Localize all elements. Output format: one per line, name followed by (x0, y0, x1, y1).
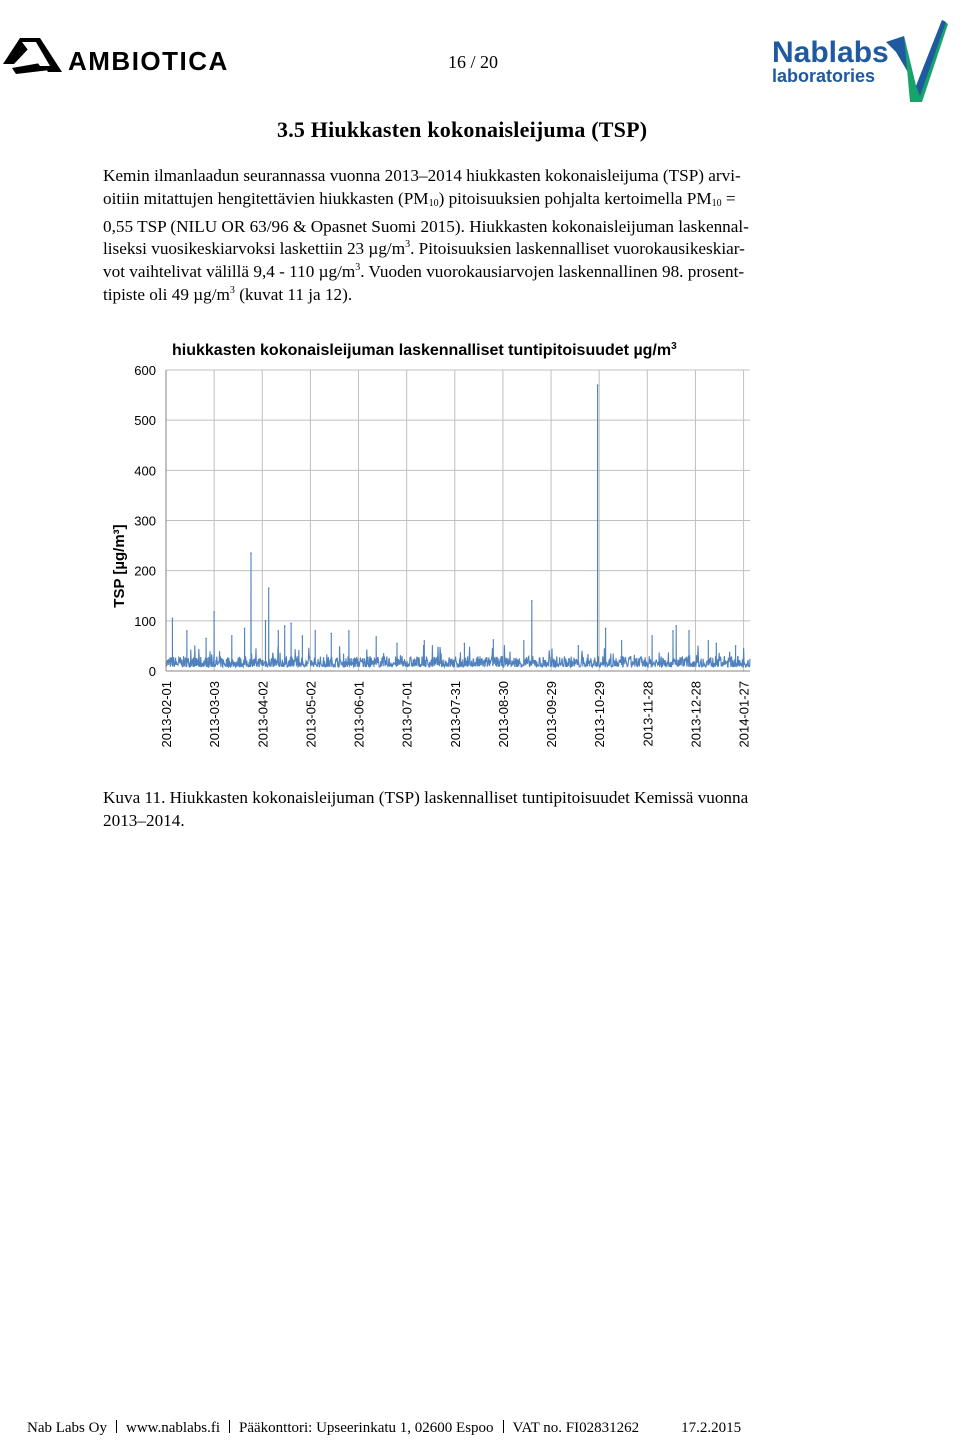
caption-line-1: Kuva 11. Hiukkasten kokonaisleijuman (TSP) laskennalliset tuntipitoisuudet Kemissä vuonna (103, 788, 749, 807)
tsp-peak-point (250, 552, 252, 554)
paragraph-line-6: tipiste oli 49 $\mu g/m^3$ (kuvat 11 ja 12). (103, 284, 353, 304)
tsp-peak-point (396, 643, 398, 645)
footer-separator (503, 1420, 504, 1433)
chart-title: hiukkasten kokonaisleijuman laskennalliset tuntipitoisuudet $\mu g/m^3$ (172, 341, 677, 359)
x-tick-label: 2013-12-28 (688, 681, 704, 748)
tsp-peak-point (186, 630, 188, 632)
tsp-peak-point (205, 638, 207, 640)
footer-separator (116, 1420, 117, 1433)
chart-axes (134, 363, 751, 748)
section-heading: 3.5 Hiukkasten kokonaisleijuma (TSP) (277, 117, 648, 142)
paragraph-line-1: Kemin ilmanlaadun seurannassa vuonna 2013–2014 hiukkasten kokonaisleijuma (TSP) arvi- (103, 166, 741, 185)
nablabs-checkmark-icon (886, 20, 948, 102)
y-tick-label: 0 (148, 664, 156, 679)
y-tick-label: 500 (134, 413, 156, 429)
tsp-peak-point (172, 618, 174, 620)
tsp-peak-point (675, 625, 677, 627)
chart-grid (166, 370, 750, 671)
tsp-peak-point (290, 623, 292, 625)
tsp-peak-point (531, 600, 533, 602)
y-tick-label: 600 (134, 363, 156, 378)
x-tick-label: 2013-10-29 (592, 681, 608, 748)
nablabs-logo-name: Nablabs (772, 36, 889, 69)
page-footer (27, 1420, 947, 1437)
tsp-peak-point (708, 640, 710, 642)
body-paragraph (103, 165, 849, 307)
tsp-peak-point (597, 384, 599, 386)
footer-website[interactable]: www.nablabs.fi (125, 1420, 220, 1436)
tsp-peak-point (278, 630, 280, 632)
x-tick-label: 2013-03-03 (207, 681, 223, 748)
footer-date: 17.2.2015 (681, 1420, 742, 1436)
chart-series-layer (166, 384, 750, 667)
tsp-chart (100, 330, 780, 770)
paragraph-line-5: vot vaihtelivat välillä 9,4 - 110 $\mu g/m^3$. Vuoden vuorokausiarvojen laskennallinen 98. prosent- (103, 262, 745, 282)
x-tick-label: 2013-04-02 (255, 681, 271, 748)
tsp-peak-point (268, 587, 270, 589)
page-header (0, 0, 960, 110)
tsp-peak-point (284, 625, 286, 627)
tsp-chart-svg (100, 330, 780, 770)
caption-line-2: 2013–2014. (103, 811, 185, 830)
nablabs-logo-sub: laboratories (772, 66, 876, 86)
tsp-peak-point (231, 635, 233, 637)
tsp-peak-point (302, 635, 304, 637)
tsp-peak-point (735, 645, 737, 647)
tsp-peak-point (651, 635, 653, 637)
tsp-peak-point (688, 630, 690, 632)
tsp-series-line (166, 385, 750, 667)
tsp-peak-point (331, 633, 333, 635)
ambiotica-logo (0, 30, 260, 80)
footer-vat: VAT no. FI02831262 (512, 1420, 640, 1436)
figure-caption (103, 786, 863, 832)
tsp-peak-point (716, 643, 718, 645)
x-tick-label: 2013-07-31 (447, 681, 463, 748)
ambiotica-emblem-icon (3, 38, 62, 74)
x-tick-label: 2013-02-01 (159, 681, 174, 748)
tsp-peak-point (375, 636, 377, 638)
page-number: 16 / 20 (448, 52, 499, 72)
tsp-peak-point (265, 620, 267, 622)
nablabs-logo (766, 16, 948, 108)
x-tick-label: 2014-01-27 (736, 681, 752, 748)
footer-separator (229, 1420, 230, 1433)
x-tick-label: 2013-06-01 (351, 681, 367, 748)
tsp-peak-point (464, 643, 466, 645)
tsp-peak-point (424, 640, 426, 642)
footer-address: Pääkonttori: Upseerinkatu 1, 02600 Espoo (239, 1420, 494, 1436)
ambiotica-logo-text: AMBIOTICA (68, 46, 229, 76)
x-tick-label: 2013-09-29 (544, 681, 560, 748)
tsp-peak-point (348, 630, 350, 632)
x-tick-label: 2013-05-02 (303, 681, 319, 748)
tsp-peak-point (605, 628, 607, 630)
y-tick-label: 400 (134, 463, 156, 479)
footer-company: Nab Labs Oy (27, 1420, 107, 1436)
x-tick-label: 2013-11-28 (640, 681, 656, 747)
paragraph-line-3: 0,55 TSP (NILU OR 63/96 & Opasnet Suomi 2015). Hiukkasten kokonaisleijuman laskennal- (103, 216, 749, 236)
tsp-peak-point (493, 639, 495, 641)
paragraph-line-4: liseksi vuosikeskiarvoksi laskettiin 23 $\mu g/m^3$. Pitoisuuksien laskennalliset vuorokausikeskiar- (103, 239, 745, 259)
tsp-peak-point (523, 640, 525, 642)
tsp-peak-point (578, 645, 580, 647)
x-tick-label: 2013-07-01 (399, 681, 415, 748)
tsp-peak-point (213, 611, 215, 613)
tsp-peak-point (244, 628, 246, 630)
tsp-peak-point (672, 630, 674, 632)
x-tick-label: 2013-08-30 (495, 681, 511, 748)
tsp-peak-point (621, 640, 623, 642)
y-axis-label: TSP [µg/m³] (111, 524, 128, 608)
y-tick-label: 300 (134, 513, 156, 529)
paragraph-line-2: oitiin mitattujen hengitettävien hiukkasten $(PM_{10})$ pitoisuuksien pohjalta kertoimella $PM_{10}$ = (103, 188, 736, 209)
y-tick-label: 200 (134, 563, 156, 579)
tsp-peak-point (314, 630, 316, 632)
y-tick-label: 100 (134, 613, 156, 629)
